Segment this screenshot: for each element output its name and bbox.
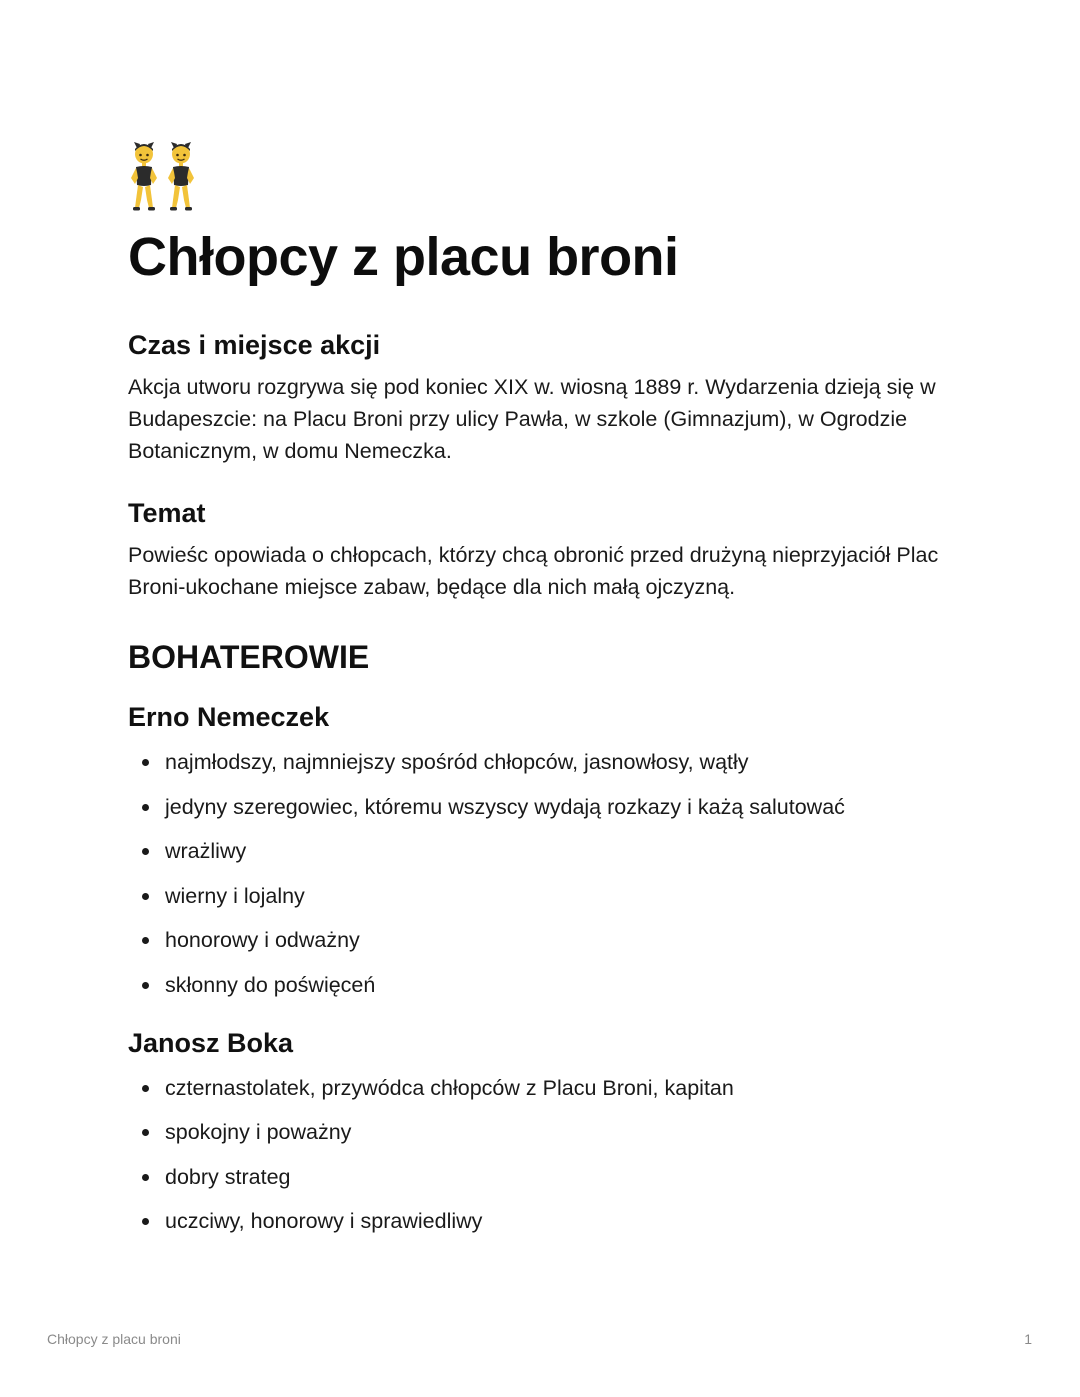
list-item-text: spokojny i poważny — [165, 1120, 352, 1144]
list-item-text: wrażliwy — [165, 839, 247, 863]
hero-name-nemeczek: Erno Nemeczek — [128, 702, 330, 732]
hero-name-boka: Janosz Boka — [128, 1027, 294, 1058]
heroes-heading: BOHATEROWIE — [128, 639, 370, 675]
list-item — [128, 880, 968, 912]
list-item — [128, 1161, 968, 1193]
list-item — [128, 969, 968, 1001]
bullet-icon — [142, 982, 149, 989]
list-item — [128, 835, 968, 867]
bullet-icon — [142, 759, 149, 766]
bullet-icon — [142, 937, 149, 944]
list-item-text: czternastolatek, przywódca chłopców z Placu Broni, kapitan — [165, 1075, 734, 1100]
bullet-icon — [142, 1218, 149, 1225]
document-page — [128, 138, 968, 1237]
list-item — [128, 1116, 968, 1148]
bullet-icon — [142, 893, 149, 900]
footer-doc-name: Chłopcy z placu broni — [47, 1331, 181, 1347]
hero-traits-list-boka — [128, 1072, 968, 1238]
list-item-text: dobry strateg — [165, 1164, 291, 1189]
list-item-text: jedyny szeregowiec, któremu wszyscy wydają rozkazy i każą salutować — [165, 794, 845, 819]
footer-page-number: 1 — [1024, 1331, 1032, 1347]
list-item — [128, 791, 968, 823]
bullet-icon — [142, 804, 149, 811]
two-dancing-figures-emoji-icon — [128, 138, 198, 212]
list-item — [128, 746, 968, 778]
list-item-text: honorowy i odważny — [165, 928, 360, 952]
section-text-time-place: Akcja utworu rozgrywa się pod koniec XIX w. wiosną 1889 r. Wydarzenia dzieją się w Budapeszcie: na Placu Broni przy ulicy Pawła, w szkole (Gimnazjum), w Ogrodzie Botanicznym, w domu Nemeczka. — [128, 375, 936, 463]
bullet-icon — [142, 1174, 149, 1181]
bullet-icon — [142, 1085, 149, 1092]
section-heading-time-place: Czas i miejsce akcji — [128, 330, 381, 360]
list-item-text: wierny i lojalny — [165, 883, 305, 908]
hero-traits-list-nemeczek — [128, 746, 968, 1001]
list-item — [128, 1072, 968, 1104]
list-item-text: skłonny do poświęceń — [165, 972, 376, 997]
list-item — [128, 924, 968, 956]
bullet-icon — [142, 848, 149, 855]
list-item-text: uczciwy, honorowy i sprawiedliwy — [165, 1209, 483, 1233]
list-item — [128, 1205, 968, 1237]
section-text-theme: Powieśc opowiada o chłopcach, którzy chcą obronić przed drużyną nieprzyjaciół Plac Broni-ukochane miejsce zabaw, będące dla nich małą ojczyzną. — [128, 543, 939, 599]
bullet-icon — [142, 1129, 149, 1136]
section-heading-theme: Temat — [128, 498, 206, 528]
page-title: Chłopcy z placu broni — [128, 227, 679, 287]
list-item-text: najmłodszy, najmniejszy spośród chłopców, jasnowłosy, wątły — [165, 750, 749, 774]
